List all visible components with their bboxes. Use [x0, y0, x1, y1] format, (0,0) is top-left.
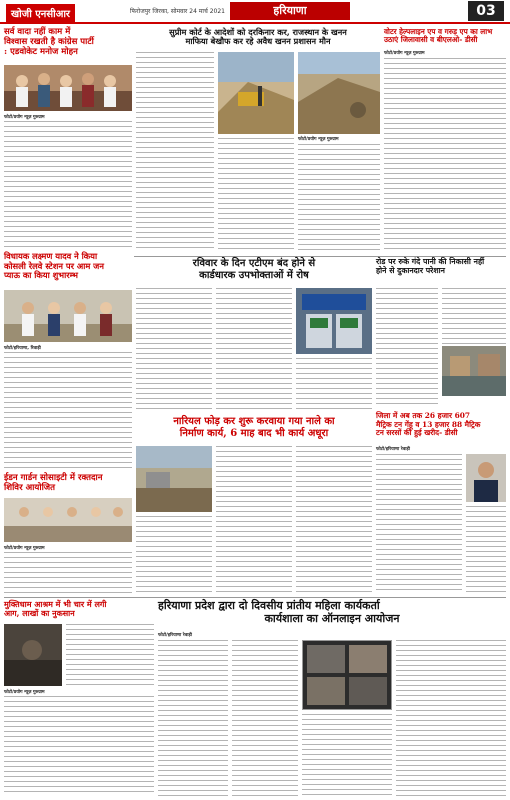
article-headline: हरियाणा प्रदेश द्वारा दो दिवसीय प्रांतीय महिला कार्यकर्ता — [158, 599, 380, 612]
article-headline: विश्वास रखती है कांग्रेस पार्टी — [4, 36, 94, 47]
article-body — [442, 288, 506, 344]
article-body — [384, 58, 506, 252]
article-photo — [466, 454, 506, 502]
article-body — [4, 352, 132, 472]
article-body — [232, 640, 298, 796]
article-headline: जिला में अब तक 26 हजार 607 — [376, 411, 470, 420]
article-body — [136, 516, 212, 594]
article-body — [376, 288, 438, 408]
article-headline: टन सरसों की हुई खरीद- डीसी — [376, 428, 458, 438]
article-atm — [136, 258, 372, 414]
article-body — [218, 138, 294, 252]
page-number: 03 — [468, 1, 504, 21]
article-drain-water — [376, 258, 506, 408]
video-conference-photo — [303, 641, 391, 709]
article-photo — [4, 498, 132, 542]
article-headline: नारियल फोड़ कर शुरू करवाया गया नाले का — [173, 416, 335, 427]
article-headline: सर्व वादा नहीं काम में — [4, 27, 71, 37]
byline: फोटो/हरियाणा, रिवाड़ी — [4, 346, 41, 351]
byline: फोटो/प्रयोग न्यूज़ गुरुग्राम — [4, 115, 45, 120]
article-mining — [136, 28, 380, 252]
article-headline: वोटर हेल्पलाइन एप व गरुड़ एप का लाभ — [384, 27, 493, 36]
article-body — [296, 358, 372, 412]
masthead — [0, 0, 510, 24]
article-headline: कोसली रेलवे स्टेशन पर आम जन — [4, 260, 104, 271]
byline: फोटो/प्रयोग न्यूज़ गुरुग्राम — [384, 51, 425, 56]
station-photo — [4, 290, 132, 342]
article-headline: शिविर आयोजित — [4, 482, 56, 493]
fire-damage-photo — [4, 624, 62, 686]
byline: फोटो/प्रयोग न्यूज़ गुरुग्राम — [298, 137, 339, 142]
article-headline: : एडवोकेट मनोज मोहन — [4, 46, 78, 57]
article-headline: मुक्तिधाम आश्रम में भी चार में लगी — [4, 599, 107, 609]
article-headline: रोड पर रुके गंदे पानी की निकासी नहीं — [376, 257, 485, 266]
atm-photo — [296, 288, 372, 354]
quarry-photo — [298, 52, 380, 134]
article-body — [396, 640, 506, 796]
article-headline: होने से दुकानदार परेशान — [376, 265, 445, 275]
donation-camp-photo — [4, 498, 132, 542]
article-photo — [4, 290, 132, 342]
article-voter-helpline — [384, 28, 506, 252]
article-headline: विधायक लक्ष्मण यादव ने किया — [4, 251, 98, 261]
construction-photo — [136, 446, 212, 512]
article-photo — [218, 52, 294, 134]
article-headline: कार्डधारक उपभोक्ताओं में रोष — [199, 269, 309, 281]
article-headline: सुप्रीम कोर्ट के आदेशों को दरकिनार कर, राजस्थान के खनन — [169, 27, 347, 37]
article-headline: मैट्रिक टन गेंहू व 13 हजार 88 मैट्रिक — [376, 419, 481, 429]
article-photo — [136, 446, 212, 512]
article-mla-yadav — [4, 252, 132, 472]
article-body — [298, 144, 380, 252]
article-body — [136, 288, 212, 412]
byline: फोटो/हरियाणा रेवाड़ी — [376, 447, 410, 452]
article-headline: निर्माण कार्य, 6 माह बाद भी कार्य अधूरा — [179, 427, 329, 439]
dc-portrait — [466, 454, 506, 502]
article-headline: उठाएं जिलावासी व बीएलओ- डीसी — [384, 35, 478, 45]
article-body — [302, 714, 392, 796]
article-drain-construction — [136, 416, 372, 594]
article-body — [4, 552, 132, 594]
article-headline: प्याऊ का किया शुभारम्भ — [4, 270, 78, 281]
waterlogging-photo — [442, 346, 506, 396]
article-body — [376, 454, 462, 594]
article-photo — [298, 52, 380, 134]
article-headline: आग, लाखों का नुकसान — [4, 608, 75, 619]
article-headline: ईडन गार्डन सोसाइटी में रक्तदान — [4, 473, 103, 483]
article-headline: रविवार के दिन एटीएम बंद होने से — [192, 258, 316, 269]
article-body — [4, 121, 132, 248]
article-congress — [4, 28, 132, 248]
group-photo — [4, 65, 132, 111]
article-body — [296, 446, 372, 594]
mining-photo — [218, 52, 294, 134]
article-body — [4, 696, 154, 796]
article-photo — [442, 346, 506, 396]
newspaper-brand: खोजी एनसीआर — [6, 4, 75, 22]
article-women-workshop — [158, 600, 506, 796]
article-wheat-procurement — [376, 412, 506, 594]
article-headline: कार्यशाला का ऑनलाइन आयोजन — [264, 611, 400, 625]
article-headline: माफिया बेखौफ कर रहे अवैध खनन प्रशासन मौन — [185, 36, 331, 47]
article-photo — [302, 640, 392, 710]
article-fire — [4, 600, 154, 796]
article-photo — [4, 65, 132, 111]
article-body — [216, 446, 292, 594]
article-body — [466, 506, 506, 594]
article-body — [158, 640, 228, 796]
article-body — [136, 52, 214, 252]
article-body — [66, 624, 154, 686]
byline: फोटो/प्रयोग न्यूज़ गुरुग्राम — [4, 690, 45, 695]
date-line: फिरोजपुर जिरका, सोमवार 24 मार्च 2021 — [130, 8, 225, 15]
byline: फोटो/हरियाणा रेवाड़ी — [158, 633, 192, 638]
article-blood-donation — [4, 474, 132, 594]
article-body — [216, 288, 292, 412]
divider — [4, 597, 506, 598]
article-photo — [296, 288, 372, 354]
section-title: हरियाणा — [230, 2, 350, 20]
byline: फोटो/प्रयोग न्यूज़ गुरुग्राम — [4, 546, 45, 551]
article-photo — [4, 624, 62, 686]
